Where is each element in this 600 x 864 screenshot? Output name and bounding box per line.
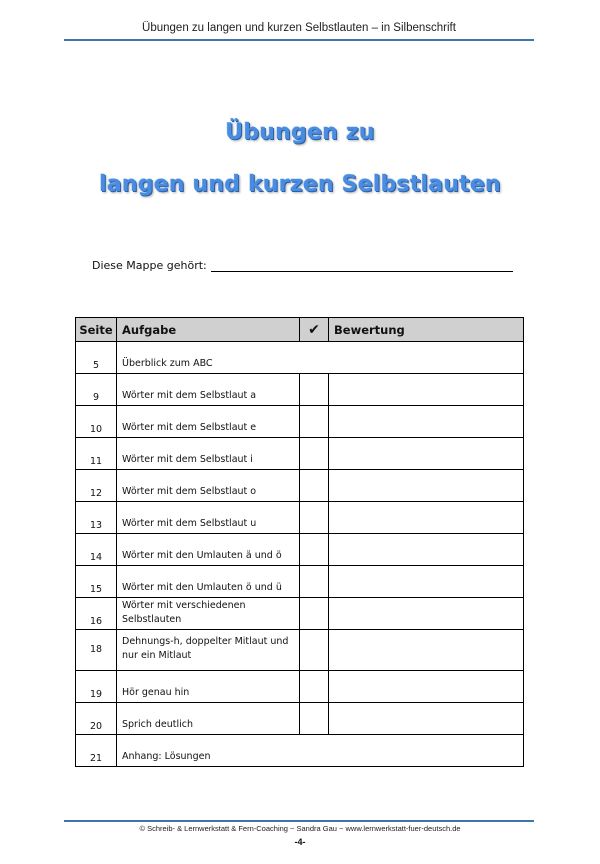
owner-signature-line [211,271,513,272]
row-page: 18 [76,630,117,671]
row-check-cell[interactable] [300,703,329,735]
row-rating-cell[interactable] [329,630,524,671]
row-task: Wörter mit dem Selbstlaut i [117,438,300,470]
row-check-cell[interactable] [300,470,329,502]
table-header-row [76,318,524,342]
row-page: 20 [76,703,117,735]
row-check-cell[interactable] [300,598,329,630]
title-line-1: Übungen zu [225,120,375,145]
row-page: 10 [76,406,117,438]
row-check-cell[interactable] [300,630,329,671]
page-number: -4- [294,837,306,847]
footer-rule [64,820,534,822]
row-rating-cell[interactable] [329,566,524,598]
table-row [76,502,524,534]
row-check-cell[interactable] [300,438,329,470]
table-row [76,598,524,630]
header-page: Seite [76,318,117,342]
contents-table [75,317,524,767]
header-rating: Bewertung [329,318,524,342]
table-row [76,438,524,470]
row-page: 14 [76,534,117,566]
row-task: Wörter mit dem Selbstlaut a [117,374,300,406]
table-row [76,342,524,374]
footer-copyright: © Schreib- & Lernwerkstatt & Fern-Coaching ~ Sandra Gau ~ www.lernwerkstatt-fuer-deutsch.de [139,824,461,833]
row-rating-cell[interactable] [329,671,524,703]
row-task: Wörter mit dem Selbstlaut u [117,502,300,534]
row-rating-cell[interactable] [329,438,524,470]
table-row [76,630,524,671]
row-page: 13 [76,502,117,534]
table-row [76,406,524,438]
table-row [76,671,524,703]
header-task: Aufgabe [117,318,300,342]
table-row [76,566,524,598]
table-row [76,470,524,502]
row-rating-cell[interactable] [329,598,524,630]
row-check-cell[interactable] [300,671,329,703]
row-task: Wörter mit den Umlauten ö und ü [117,566,300,598]
table-row [76,534,524,566]
row-page: 15 [76,566,117,598]
header-rule [64,39,534,41]
row-task: Wörter mit dem Selbstlaut e [117,406,300,438]
row-check-cell[interactable] [300,406,329,438]
row-rating-cell[interactable] [329,374,524,406]
row-rating-cell[interactable] [329,703,524,735]
owner-label: Diese Mappe gehört: [92,259,207,272]
row-check-cell[interactable] [300,566,329,598]
table-row [76,735,524,767]
row-rating-cell[interactable] [329,502,524,534]
row-page: 5 [76,342,117,374]
table-row [76,703,524,735]
row-page: 21 [76,735,117,767]
row-task: Wörter mit dem Selbstlaut o [117,470,300,502]
running-header: Übungen zu langen und kurzen Selbstlauten – in Silbenschrift [142,22,456,34]
row-rating-cell[interactable] [329,406,524,438]
row-task: Wörter mit verschiedenen Selbstlauten [117,598,300,630]
row-check-cell[interactable] [300,534,329,566]
row-page: 9 [76,374,117,406]
row-page: 12 [76,470,117,502]
row-rating-cell[interactable] [329,470,524,502]
row-page: 19 [76,671,117,703]
row-task: Anhang: Lösungen [117,735,524,767]
row-check-cell[interactable] [300,374,329,406]
title-line-2: langen und kurzen Selbstlauten [99,172,501,197]
row-task: Hör genau hin [117,671,300,703]
row-check-cell[interactable] [300,502,329,534]
row-rating-cell[interactable] [329,534,524,566]
row-task: Dehnungs-h, doppelter Mitlaut und nur ein Mitlaut [117,630,300,671]
row-page: 11 [76,438,117,470]
row-task: Wörter mit den Umlauten ä und ö [117,534,300,566]
checkmark-icon: ✔ [300,318,329,342]
table-row [76,374,524,406]
row-task: Überblick zum ABC [117,342,524,374]
row-task: Sprich deutlich [117,703,300,735]
row-page: 16 [76,598,117,630]
